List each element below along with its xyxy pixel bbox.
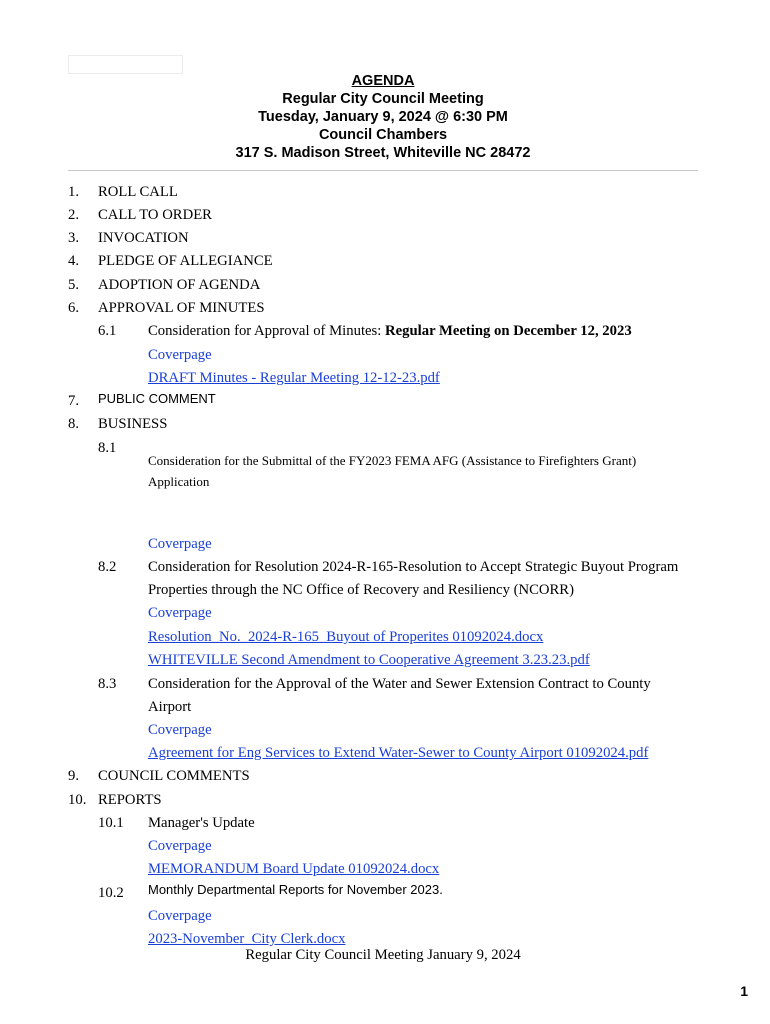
item-number: 8.	[68, 416, 80, 432]
item-number: 7.	[68, 393, 80, 409]
item-council-comments: COUNCIL COMMENTS	[98, 768, 250, 784]
subitem-text-line1: Consideration for the Approval of the Water and Sewer Extension Contract to County	[148, 676, 651, 692]
subitem-text: Monthly Departmental Reports for November 2023.	[148, 882, 443, 897]
subitem-text	[148, 322, 632, 340]
item-business: BUSINESS	[98, 416, 168, 432]
subitem-text: Manager's Update	[148, 815, 255, 831]
subitem-number: 8.3	[98, 676, 117, 692]
meeting-address: 317 S. Madison Street, Whiteville NC 28472	[235, 145, 531, 161]
item-pledge: PLEDGE OF ALLEGIANCE	[98, 253, 273, 269]
header-divider	[68, 170, 698, 171]
item-public-comment: PUBLIC COMMENT	[98, 391, 216, 406]
coverpage-link[interactable]: Coverpage	[148, 536, 212, 552]
item-roll-call: ROLL CALL	[98, 184, 178, 200]
subitem-number: 8.1	[98, 440, 117, 456]
subitem-text-line1: Consideration for the Submittal of the FY2023 FEMA AFG (Assistance to Firefighters Grant)	[148, 453, 637, 468]
meeting-datetime: Tuesday, January 9, 2024 @ 6:30 PM	[258, 109, 508, 125]
item-number: 1.	[68, 184, 80, 200]
page-number: 1	[740, 983, 748, 999]
agenda-title: AGENDA	[351, 73, 415, 89]
subitem-text-line2: Application	[148, 474, 210, 489]
coverpage-link[interactable]: Coverpage	[148, 908, 212, 924]
subitem-number: 10.1	[98, 815, 124, 831]
meeting-name: Regular City Council Meeting	[282, 91, 484, 107]
item-number: 9.	[68, 768, 80, 784]
item-number: 10.	[68, 792, 87, 808]
subitem-text-line2: Airport	[148, 699, 192, 715]
subitem-number: 8.2	[98, 559, 117, 575]
item-call-to-order: CALL TO ORDER	[98, 207, 212, 223]
item-number: 3.	[68, 230, 80, 246]
attachment-link[interactable]: Agreement for Eng Services to Extend Water-Sewer to County Airport 01092024.pdf	[148, 745, 649, 761]
coverpage-link[interactable]: Coverpage	[148, 722, 212, 738]
meeting-location: Council Chambers	[318, 127, 448, 143]
item-number: 2.	[68, 207, 80, 223]
coverpage-link[interactable]: Coverpage	[148, 605, 212, 621]
agenda-header	[0, 72, 766, 162]
subitem-text-plain: Consideration for Approval of Minutes:	[148, 323, 386, 339]
subitem-text-line2: Properties through the NC Office of Recovery and Resiliency (NCORR)	[148, 582, 574, 598]
subitem-text-bold: Regular Meeting on December 12, 2023	[385, 323, 632, 339]
page-footer: Regular City Council Meeting January 9, 2024	[245, 947, 521, 963]
item-number: 6.	[68, 300, 80, 316]
coverpage-link[interactable]: Coverpage	[148, 838, 212, 854]
subitem-number: 10.2	[98, 885, 124, 901]
item-reports: REPORTS	[98, 792, 162, 808]
item-adoption-of-agenda: ADOPTION OF AGENDA	[98, 277, 261, 293]
attachment-link[interactable]: DRAFT Minutes - Regular Meeting 12-12-23.pdf	[148, 370, 440, 386]
item-approval-of-minutes: APPROVAL OF MINUTES	[98, 300, 265, 316]
item-invocation: INVOCATION	[98, 230, 189, 246]
attachment-link[interactable]: WHITEVILLE Second Amendment to Cooperative Agreement 3.23.23.pdf	[148, 652, 590, 668]
item-number: 4.	[68, 253, 80, 269]
coverpage-link[interactable]: Coverpage	[148, 347, 212, 363]
subitem-text-line1: Consideration for Resolution 2024-R-165-Resolution to Accept Strategic Buyout Program	[148, 559, 679, 575]
subitem-number: 6.1	[98, 323, 117, 339]
item-number: 5.	[68, 277, 80, 293]
attachment-link[interactable]: 2023-November_City Clerk.docx	[148, 931, 346, 947]
attachment-link[interactable]: MEMORANDUM Board Update 01092024.docx	[148, 861, 440, 877]
attachment-link[interactable]: Resolution_No._2024-R-165_Buyout of Properites 01092024.docx	[148, 629, 544, 645]
